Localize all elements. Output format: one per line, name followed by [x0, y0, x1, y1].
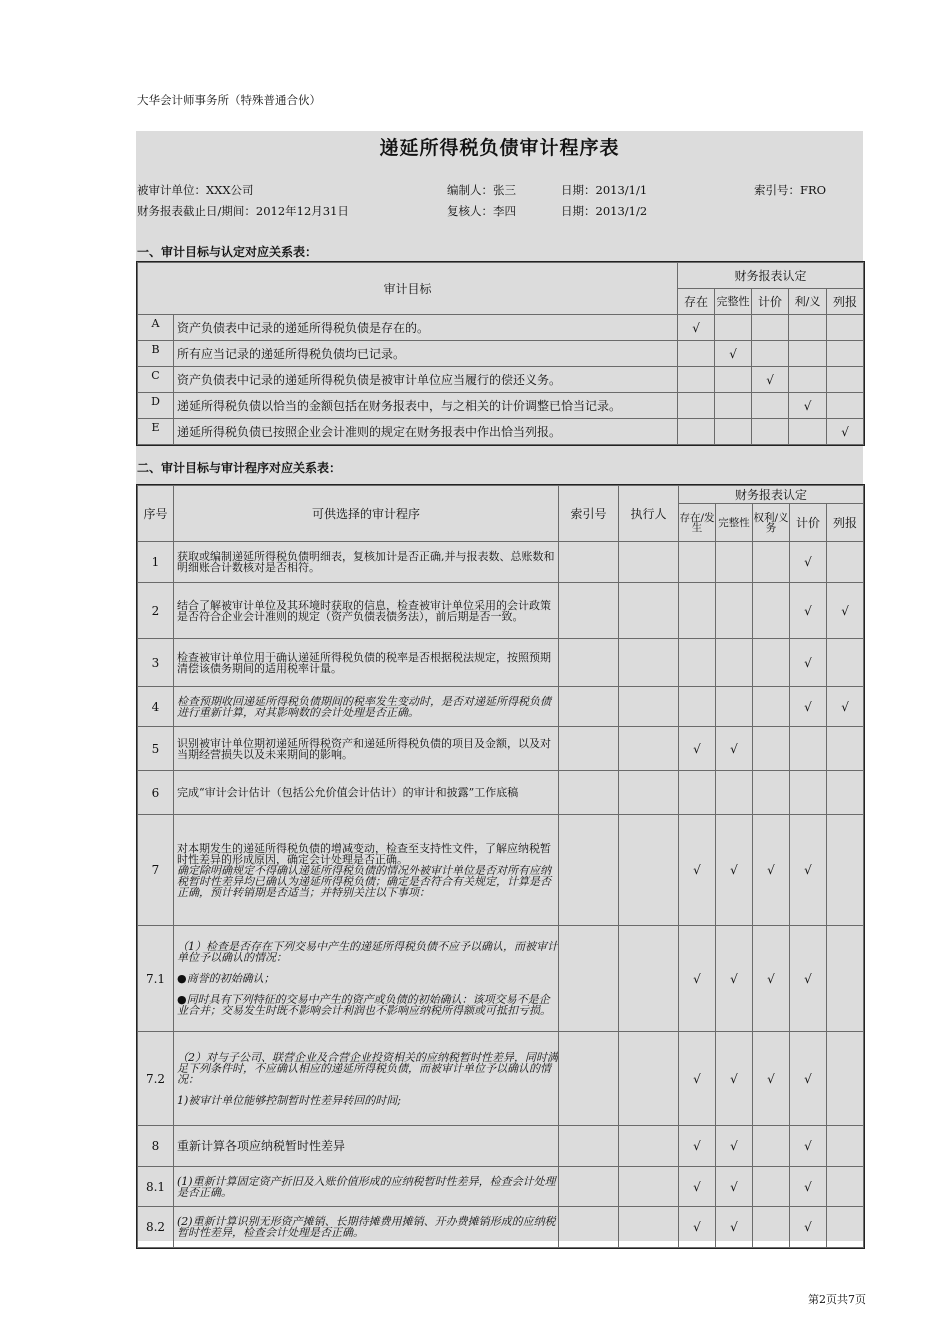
date-reviewed: 日期：2013/1/2 [561, 204, 648, 218]
seq-number: 4 [138, 687, 174, 727]
check-cell: √ [716, 1126, 753, 1167]
table-row [138, 727, 864, 771]
table-row [138, 315, 864, 341]
performer-header: 执行人 [619, 486, 679, 542]
table-row [138, 341, 864, 367]
check-cell: √ [716, 1207, 753, 1248]
page-indicator: 第2页共7页 [808, 1293, 866, 1306]
table-row [138, 1207, 864, 1248]
check-cell [679, 639, 716, 687]
check-cell [827, 727, 864, 771]
assertion-header: 完整性 [715, 289, 752, 315]
check-cell [827, 639, 864, 687]
check-mark: √ [752, 367, 789, 393]
seq-number: 8.2 [138, 1207, 174, 1248]
check-cell: √ [679, 815, 716, 926]
check-cell: √ [716, 815, 753, 926]
seq-number: 8.1 [138, 1167, 174, 1207]
check-cell [679, 687, 716, 727]
check-cell: √ [790, 926, 827, 1032]
table-row [138, 771, 864, 815]
check-cell: √ [753, 815, 790, 926]
check-cell [753, 771, 790, 815]
objective-id: C [138, 367, 174, 393]
check-cell: √ [790, 1032, 827, 1126]
procedure-text: (1)重新计算固定资产折旧及入账价值形成的应纳税暂时性差异，检查会计处理是否正确。 [174, 1167, 559, 1207]
objective-header: 审计目标 [138, 263, 678, 315]
check-cell: √ [790, 542, 827, 583]
procedure-text: 完成“审计会计估计（包括公允价值会计估计）的审计和披露”工作底稿 [174, 771, 559, 815]
check-cell [790, 727, 827, 771]
check-cell [753, 1167, 790, 1207]
table-row [138, 639, 864, 687]
check-cell: √ [790, 583, 827, 639]
check-mark: √ [789, 393, 827, 419]
index-header: 索引号 [559, 486, 619, 542]
table-row [138, 542, 864, 583]
check-cell [827, 815, 864, 926]
section2-heading: 二、审计目标与审计程序对应关系表： [137, 461, 342, 475]
check-cell [753, 1207, 790, 1248]
procedure-text: (2)重新计算识别无形资产摊销、长期待摊费用摊销、开办费摊销形成的应纳税暂时性差异，检查会计处理是否正确。 [174, 1207, 559, 1248]
check-cell: √ [790, 1207, 827, 1248]
seq-number: 5 [138, 727, 174, 771]
page-title: 递延所得税负债审计程序表 [379, 137, 620, 159]
table-row [138, 1126, 864, 1167]
objective-text: 递延所得税负债已按照企业会计准则的规定在财务报表中作出恰当列报。 [174, 419, 678, 445]
check-cell: √ [679, 926, 716, 1032]
procedure-text: 1)被审计单位能够控制暂时性差异转回的时间; [177, 1093, 401, 1107]
assertion-group-header: 财务报表认定 [679, 486, 864, 504]
check-cell: √ [790, 815, 827, 926]
check-cell: √ [716, 926, 753, 1032]
client-label: 被审计单位：XXX公司 [137, 183, 254, 197]
check-cell: √ [790, 687, 827, 727]
check-mark: √ [678, 315, 715, 341]
check-cell [827, 542, 864, 583]
check-cell [827, 771, 864, 815]
check-cell [827, 1207, 864, 1248]
section1-heading: 一、审计目标与认定对应关系表： [137, 245, 318, 259]
procedure-cell [174, 926, 559, 1032]
check-cell [679, 583, 716, 639]
seq-number: 6 [138, 771, 174, 815]
check-cell: √ [827, 687, 864, 727]
seq-header: 序号 [138, 486, 174, 542]
check-cell [753, 727, 790, 771]
check-cell [827, 1126, 864, 1167]
check-cell: √ [790, 1126, 827, 1167]
seq-number: 1 [138, 542, 174, 583]
reviewer-label: 复核人：李四 [447, 204, 516, 218]
procedure-text: ●同时具有下列特征的交易中产生的资产或负债的初始确认：该项交易不是企业合并；交易发生时既不影响会计利润也不影响应纳税所得额或可抵扣亏损。 [177, 993, 551, 1017]
check-cell [716, 583, 753, 639]
check-cell [753, 687, 790, 727]
procedure-cell [174, 1032, 559, 1126]
seq-number: 2 [138, 583, 174, 639]
procedure-text: 重新计算各项应纳税暂时性差异 [174, 1126, 559, 1167]
check-cell: √ [679, 1207, 716, 1248]
check-cell: √ [827, 583, 864, 639]
assertion-header: 完整性 [716, 504, 753, 542]
check-mark: √ [715, 341, 752, 367]
seq-number: 7.1 [138, 926, 174, 1032]
objective-text: 资产负债表中记录的递延所得税负债是存在的。 [174, 315, 678, 341]
check-cell: √ [716, 727, 753, 771]
check-cell: √ [679, 1167, 716, 1207]
check-cell [679, 771, 716, 815]
procedure-text: 检查被审计单位用于确认递延所得税负债的税率是否根据税法规定，按照预期清偿该债务期间的适用税率计量。 [174, 639, 559, 687]
procedure-header: 可供选择的审计程序 [174, 486, 559, 542]
objective-id: D [138, 393, 174, 419]
procedure-text: 检查预期收回递延所得税负债期间的税率发生变动时，是否对递延所得税负债进行重新计算，对其影响数的会计处理是否正确。 [174, 687, 559, 727]
procedures-table [137, 485, 864, 1248]
check-cell: √ [679, 1032, 716, 1126]
assertion-header: 存在 [678, 289, 715, 315]
table-row [138, 419, 864, 445]
seq-number: 3 [138, 639, 174, 687]
check-mark: √ [827, 419, 864, 445]
assertion-header: 利/义 [789, 289, 827, 315]
objective-id: E [138, 419, 174, 445]
seq-number: 8 [138, 1126, 174, 1167]
objective-id: A [138, 315, 174, 341]
check-cell [753, 542, 790, 583]
table-row [138, 367, 864, 393]
check-cell [716, 639, 753, 687]
firm-name: 大华会计师事务所（特殊普通合伙） [137, 93, 321, 107]
procedure-text: 结合了解被审计单位及其环境时获取的信息，检查被审计单位采用的会计政策是否符合企业会计准则的规定（资产负债表债务法），前后期是否一致。 [174, 583, 559, 639]
procedure-text: （2）对与子公司、联营企业及合营企业投资相关的应纳税暂时性差异，同时满足下列条件时，不应确认相应的递延所得税负债，而被审计单位予以确认的情况： [177, 1050, 558, 1086]
assertion-group-header: 财务报表认定 [678, 263, 864, 289]
date-prepared: 日期：2013/1/1 [561, 183, 648, 197]
check-cell [827, 1032, 864, 1126]
procedure-cell [174, 815, 559, 926]
check-cell [827, 926, 864, 1032]
table-row [138, 583, 864, 639]
check-cell: √ [716, 1167, 753, 1207]
check-cell [753, 583, 790, 639]
period-label: 财务报表截止日/期间：2012年12月31日 [137, 204, 349, 218]
table-row [138, 687, 864, 727]
procedure-text: 对本期发生的递延所得税负债的增减变动，检查至支持性文件，了解应纳税暂时性差异的形成原因，确定会计处理是否正确。 [177, 841, 551, 866]
check-cell: √ [716, 1032, 753, 1126]
index-number: 索引号：FRO [754, 183, 827, 197]
check-cell: √ [679, 727, 716, 771]
preparer-label: 编制人：张三 [447, 183, 516, 197]
procedure-text: 确定除明确规定不得确认递延所得税负债的情况外被审计单位是否对所有应纳税暂时性差异均已确认为递延所得税负债；确定是否符合有关规定，计算是否正确，预计转销期是否适当；并特别关注以下事项： [177, 863, 551, 899]
check-cell [716, 771, 753, 815]
check-cell [716, 542, 753, 583]
seq-number: 7 [138, 815, 174, 926]
check-cell [679, 542, 716, 583]
procedure-text: 获取或编制递延所得税负债明细表，复核加计是否正确,并与报表数、总账数和明细账合计数核对是否相符。 [174, 542, 559, 583]
assertion-header: 存在/发生 [679, 504, 716, 542]
procedure-text: （1）检查是否存在下列交易中产生的递延所得税负债不应予以确认，而被审计单位予以确认的情况： [177, 940, 558, 964]
check-cell: √ [790, 1167, 827, 1207]
table-row [138, 1167, 864, 1207]
seq-number: 7.2 [138, 1032, 174, 1126]
check-cell: √ [753, 926, 790, 1032]
objective-text: 递延所得税负债以恰当的金额包括在财务报表中，与之相关的计价调整已恰当记录。 [174, 393, 678, 419]
check-cell [827, 1167, 864, 1207]
check-cell [753, 639, 790, 687]
table-row [138, 926, 864, 1032]
procedure-text: ●商誉的初始确认； [177, 972, 275, 985]
objective-text: 所有应当记录的递延所得税负债均已记录。 [174, 341, 678, 367]
assertion-header: 计价 [752, 289, 789, 315]
table-row [138, 815, 864, 926]
check-cell: √ [790, 639, 827, 687]
assertion-header: 列报 [827, 504, 864, 542]
table-row [138, 393, 864, 419]
objective-id: B [138, 341, 174, 367]
check-cell [716, 687, 753, 727]
assertion-header: 权利/义务 [753, 504, 790, 542]
procedure-text: 识别被审计单位期初递延所得税资产和递延所得税负债的项目及金额，以及对当期经营损失以及未来期间的影响。 [174, 727, 559, 771]
check-cell [753, 1126, 790, 1167]
assertion-header: 列报 [827, 289, 864, 315]
assertion-header: 计价 [790, 504, 827, 542]
check-cell [790, 771, 827, 815]
objective-text: 资产负债表中记录的递延所得税负债是被审计单位应当履行的偿还义务。 [174, 367, 678, 393]
check-cell: √ [679, 1126, 716, 1167]
check-cell: √ [753, 1032, 790, 1126]
table-row [138, 1032, 864, 1126]
objectives-table [137, 262, 864, 445]
